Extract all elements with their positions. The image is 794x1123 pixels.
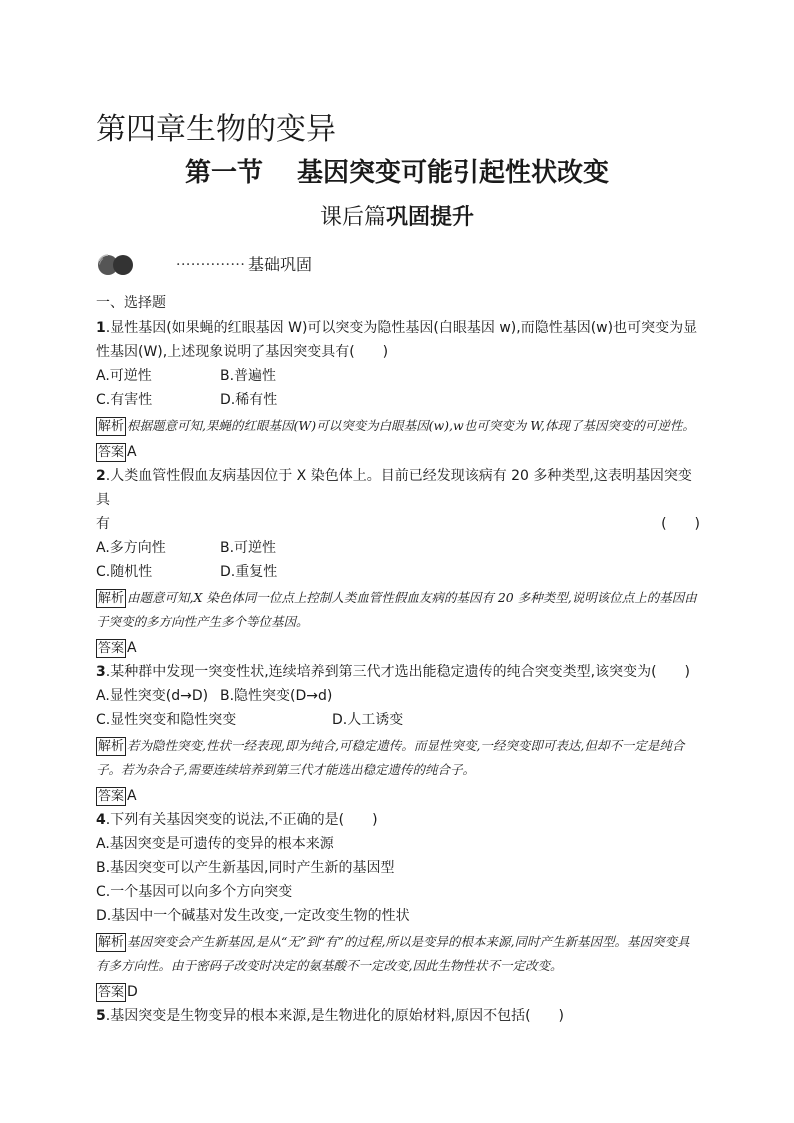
option-a: A.基因突变是可遗传的变异的根本来源 — [96, 836, 334, 852]
option-grid — [96, 536, 700, 584]
option-row — [96, 684, 700, 708]
sub-title — [0, 200, 794, 231]
answer-tag: 答案 — [98, 641, 125, 656]
option-c: C.显性突变和隐性突变 — [96, 712, 237, 728]
analysis — [96, 586, 700, 634]
answer-value: A — [127, 788, 137, 804]
question-item — [96, 464, 700, 660]
analysis-text: 若为隐性突变,性状一经表现,即为纯合,可稳定遗传。而显性突变,一经突变即可表达,但却不一定是纯合子。若为杂合子,需要连续培养到第三代才能选出稳定遗传的纯合子。 — [96, 738, 685, 777]
question-item — [96, 316, 700, 464]
question-number: 3 — [96, 664, 106, 680]
section-name: 基因突变可能引起性状改变 — [297, 158, 610, 188]
option-row — [96, 708, 700, 732]
sub-title-normal: 课后篇 — [319, 205, 386, 230]
option-d: D.稀有性 — [220, 392, 278, 408]
answer-value: D — [127, 984, 138, 1000]
basics-header — [96, 252, 496, 278]
question-stem — [96, 464, 700, 512]
question-text: .人类血管性假血友病基因位于 X 染色体上。目前已经发现该病有 20 多种类型,这表明基因突变具 — [96, 468, 692, 508]
option-grid — [96, 364, 700, 412]
answer — [96, 440, 700, 464]
option-b: B.可逆性 — [220, 540, 277, 556]
question-number: 4 — [96, 812, 106, 828]
question-stem — [96, 316, 700, 364]
analysis-text: 由题意可知,X 染色体同一位点上控制人类血管性假血友病的基因有 20 多种类型,说明该位点上的基因由于突变的多方向性产生多个等位基因。 — [96, 590, 697, 629]
question-stem-line2 — [96, 512, 700, 536]
option-a: A.多方向性 — [96, 540, 166, 556]
answer-tag: 答案 — [98, 789, 125, 804]
question-number: 5 — [96, 1008, 106, 1024]
analysis-text: 基因突变会产生新基因,是从“无”到“有”的过程,所以是变异的根本来源,同时产生新基因型。基因突变具有多方向性。由于密码子改变时决定的氨基酸不一定改变,因此生物性状不一定改变。 — [96, 934, 690, 973]
question-item — [96, 808, 700, 1004]
answer-value: A — [127, 444, 137, 460]
question-text: .基因突变是生物变异的根本来源,是生物进化的原始材料,原因不包括( ) — [105, 1008, 565, 1024]
question-text: .某种群中发现一突变性状,连续培养到第三代才选出能稳定遗传的纯合突变类型,该突变为( ) — [105, 664, 691, 680]
question-number: 1 — [96, 320, 106, 336]
answer-tag: 答案 — [98, 445, 125, 460]
section-title — [0, 152, 794, 189]
option-c: C.有害性 — [96, 392, 153, 408]
option-d: D.基因中一个碱基对发生改变,一定改变生物的性状 — [96, 908, 410, 924]
analysis-text: 根据题意可知,果蝇的红眼基因(W)可以突变为白眼基因(w),w也可突变为 W,体现了基因突变的可逆性。 — [127, 418, 695, 433]
option-a: A.显性突变(d→D) — [96, 688, 209, 704]
question-stem — [96, 660, 700, 684]
question-item — [96, 1004, 700, 1028]
analysis-tag: 解析 — [98, 739, 125, 754]
option-c: C.随机性 — [96, 564, 153, 580]
answer — [96, 784, 700, 808]
answer-tag: 答案 — [98, 985, 125, 1000]
answer-value: A — [127, 640, 137, 656]
option-c: C.一个基因可以向多个方向突变 — [96, 884, 293, 900]
answer — [96, 636, 700, 660]
section-number: 第一节 — [184, 158, 263, 188]
dotted-leader: ·············· — [176, 257, 246, 273]
option-b: B.普遍性 — [220, 368, 277, 384]
chapter-title: 第四章生物的变异 — [96, 112, 336, 147]
question-text: .下列有关基因突变的说法,不正确的是( ) — [105, 812, 378, 828]
sub-title-bold: 巩固提升 — [386, 205, 475, 230]
question-stem — [96, 1004, 700, 1028]
answer-parenthesis: ( ) — [661, 516, 700, 532]
question-list — [96, 292, 700, 1028]
question-item — [96, 660, 700, 808]
option-a: A.可逆性 — [96, 368, 152, 384]
question-number: 2 — [96, 468, 106, 484]
option-list — [96, 832, 700, 928]
question-text: .显性基因(如果蝇的红眼基因 W)可以突变为隐性基因(白眼基因 w),而隐性基因(w)也可突变为显性基因(W),上述现象说明了基因突变具有( ) — [96, 320, 698, 360]
analysis — [96, 734, 700, 782]
option-b: B.基因突变可以产生新基因,同时产生新的基因型 — [96, 860, 395, 876]
question-text-line2: 有 — [96, 516, 110, 532]
question-stem — [96, 808, 700, 832]
option-d: D.人工诱变 — [332, 712, 404, 728]
option-b: B.隐性突变(D→d) — [220, 688, 333, 704]
analysis-tag: 解析 — [98, 591, 125, 606]
analysis-tag: 解析 — [98, 935, 125, 950]
option-d: D.重复性 — [220, 564, 278, 580]
part-title: 一、选择题 — [96, 295, 166, 311]
analysis — [96, 930, 700, 978]
answer — [96, 980, 700, 1004]
basics-label: 基础巩固 — [248, 255, 313, 274]
analysis — [96, 414, 700, 438]
analysis-tag: 解析 — [98, 419, 125, 434]
double-circle-icon — [96, 252, 140, 278]
